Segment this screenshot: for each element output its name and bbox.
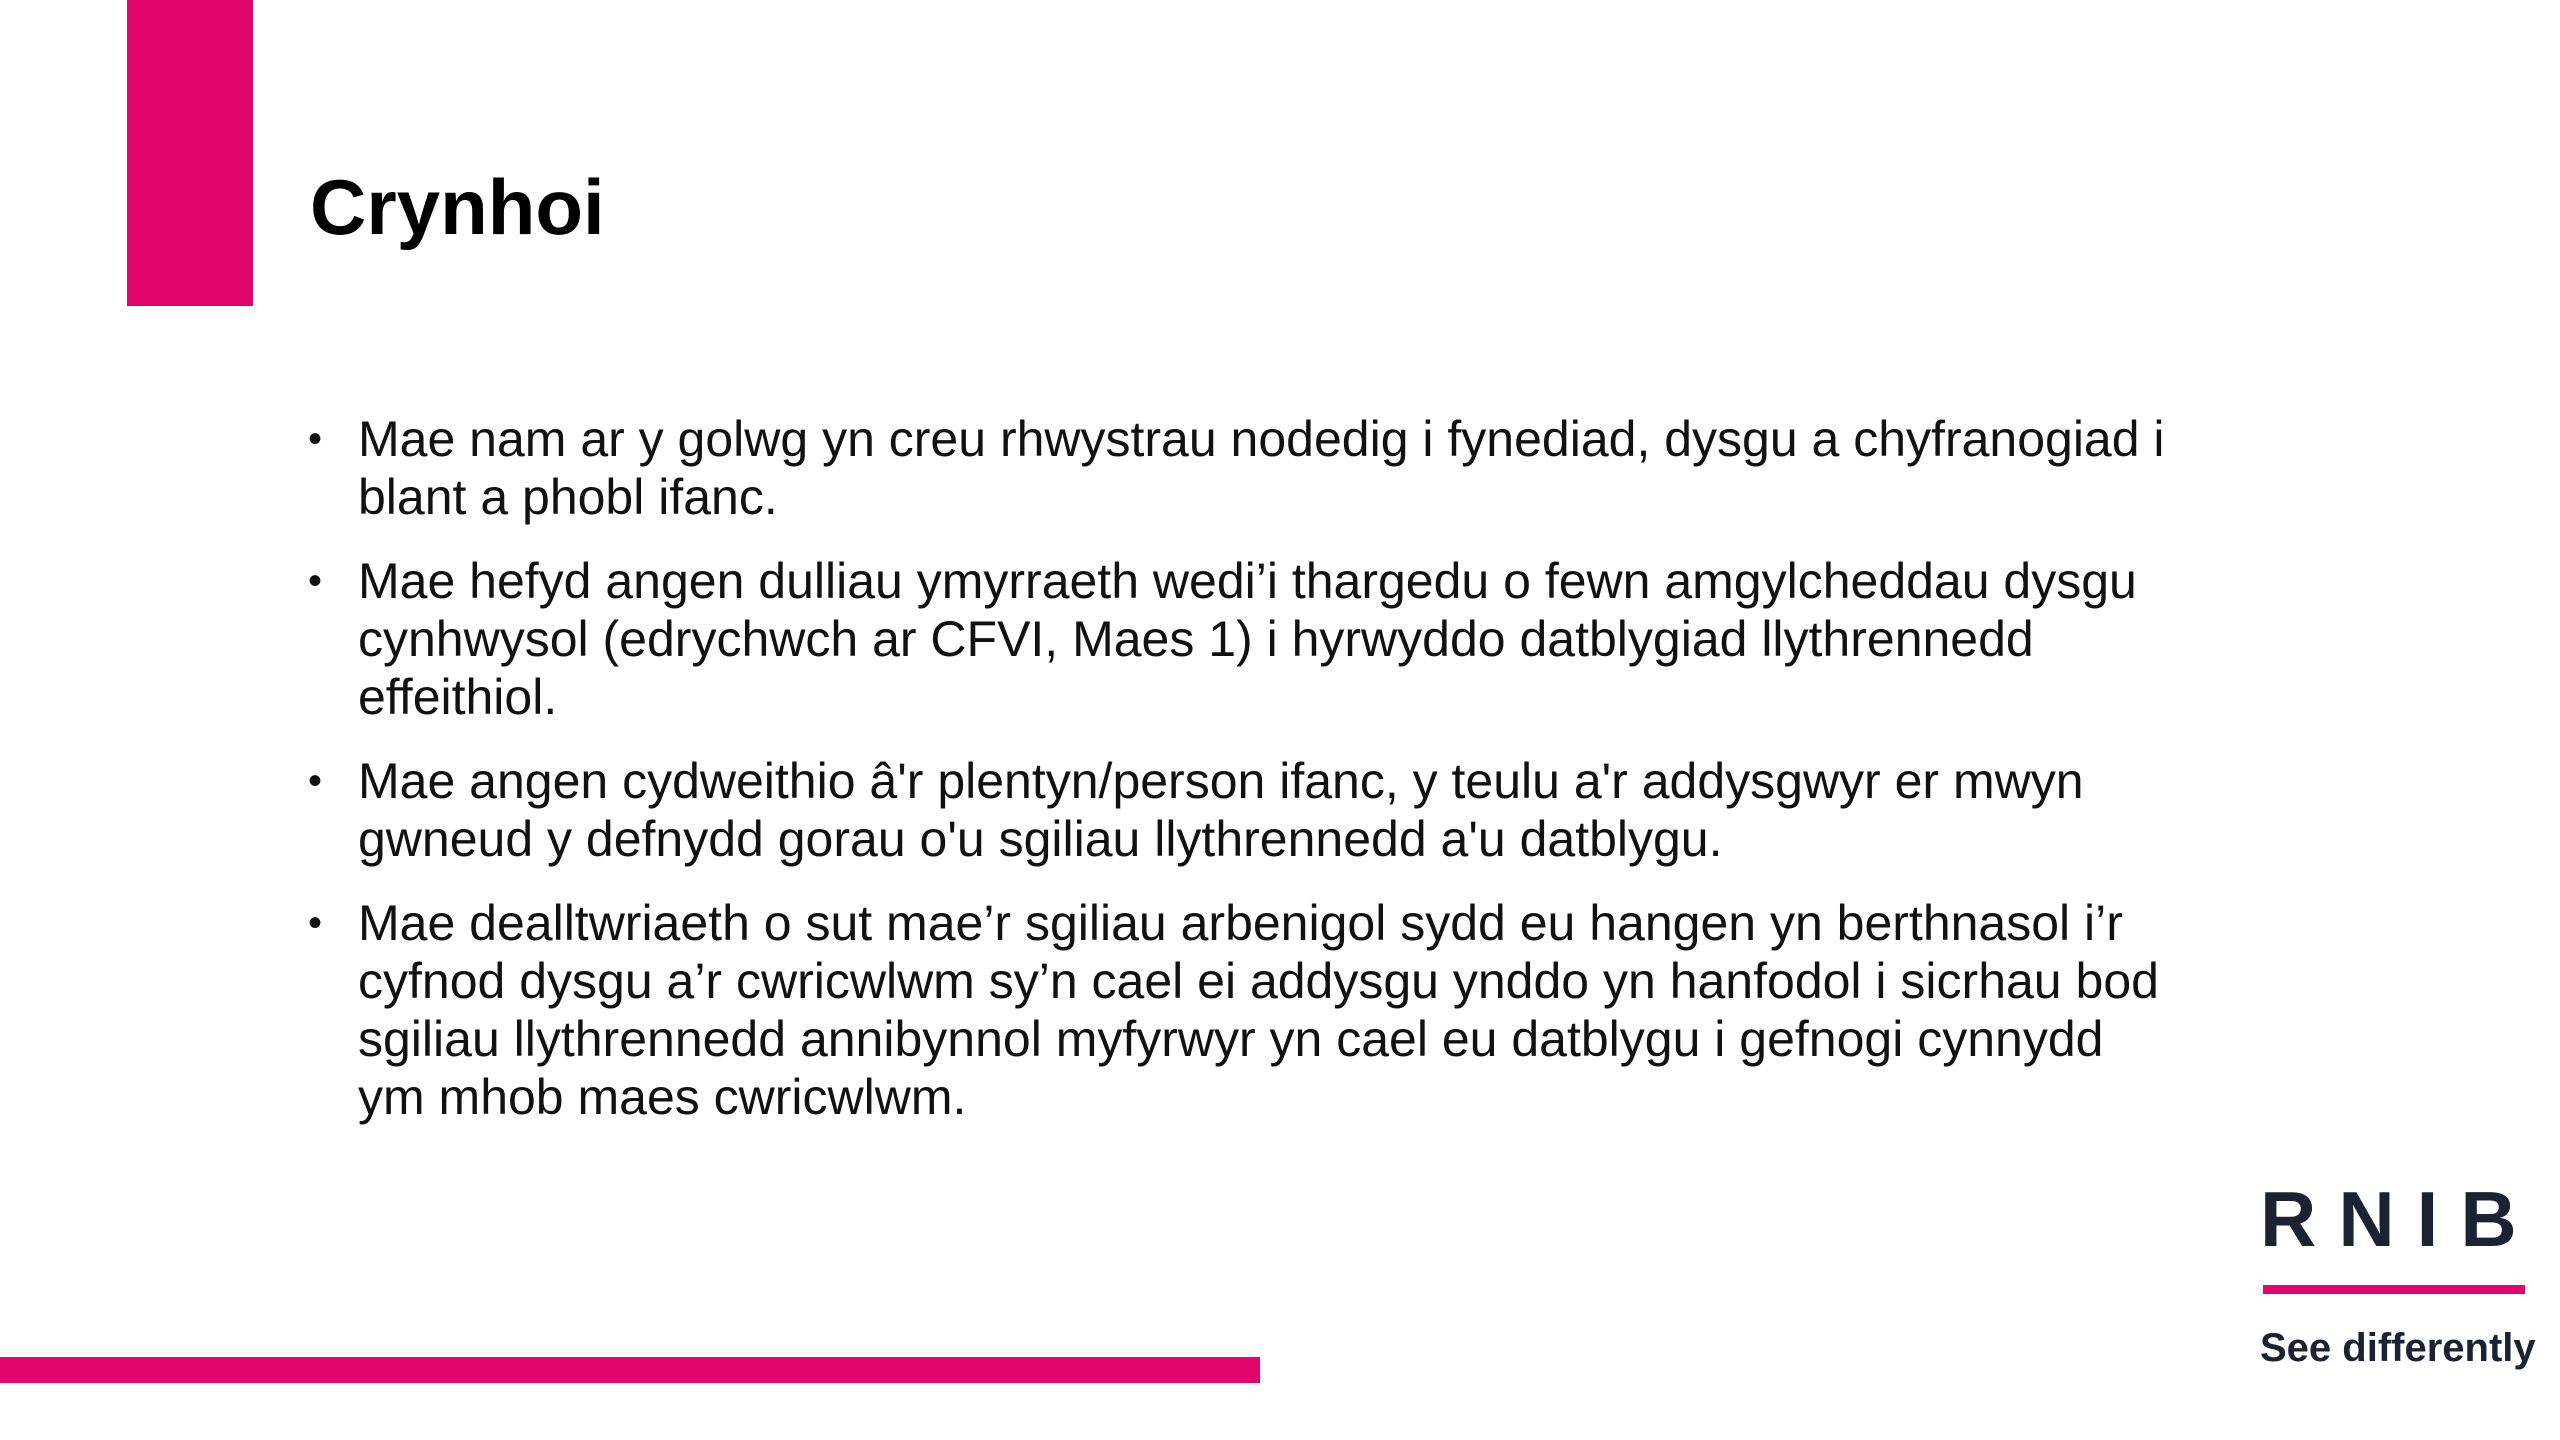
accent-block — [127, 0, 253, 306]
bullet-icon: • — [308, 417, 323, 461]
bullet-text: Mae dealltwriaeth o sut mae’r sgiliau arbenigol sydd eu hangen yn berthnasol i’r cyfnod dysgu a’r cwricwlwm sy’n cael ei addysgu ynddo yn hanfodol i sicrhau bod sgiliau llythrennedd annibynnol myfyrwyr yn cael eu datblygu i gefnogi cynnydd ym mhob maes cwricwlwm. — [358, 895, 2159, 1125]
bullet-list — [300, 410, 2180, 1152]
logo-wordmark: RNIB — [2260, 1175, 2539, 1263]
bullet-text: Mae nam ar y golwg yn creu rhwystrau nodedig i fynediad, dysgu a chyfranogiad i blant a phobl ifanc. — [358, 411, 2165, 525]
bullet-item — [300, 894, 2180, 1126]
rnib-logo — [2260, 1175, 2539, 1380]
logo-tagline: See differently — [2260, 1326, 2536, 1370]
bullet-item — [300, 410, 2180, 526]
bullet-icon: • — [308, 759, 323, 803]
bullet-text: Mae angen cydweithio â'r plentyn/person ifanc, y teulu a'r addysgwyr er mwyn gwneud y defnydd gorau o'u sgiliau llythrennedd a'u datblygu. — [358, 753, 2084, 867]
bottom-accent-bar — [0, 1357, 1260, 1383]
bullet-text: Mae hefyd angen dulliau ymyrraeth wedi’i thargedu o fewn amgylcheddau dysgu cynhwysol (edrychwch ar CFVI, Maes 1) i hyrwyddo datblygiad llythrennedd effeithiol. — [358, 553, 2137, 725]
bullet-icon: • — [308, 559, 323, 603]
slide-title: Crynhoi — [310, 163, 605, 251]
bullet-item — [300, 552, 2180, 726]
logo-divider — [2263, 1285, 2525, 1294]
bullet-item — [300, 752, 2180, 868]
bullet-icon: • — [308, 901, 323, 945]
